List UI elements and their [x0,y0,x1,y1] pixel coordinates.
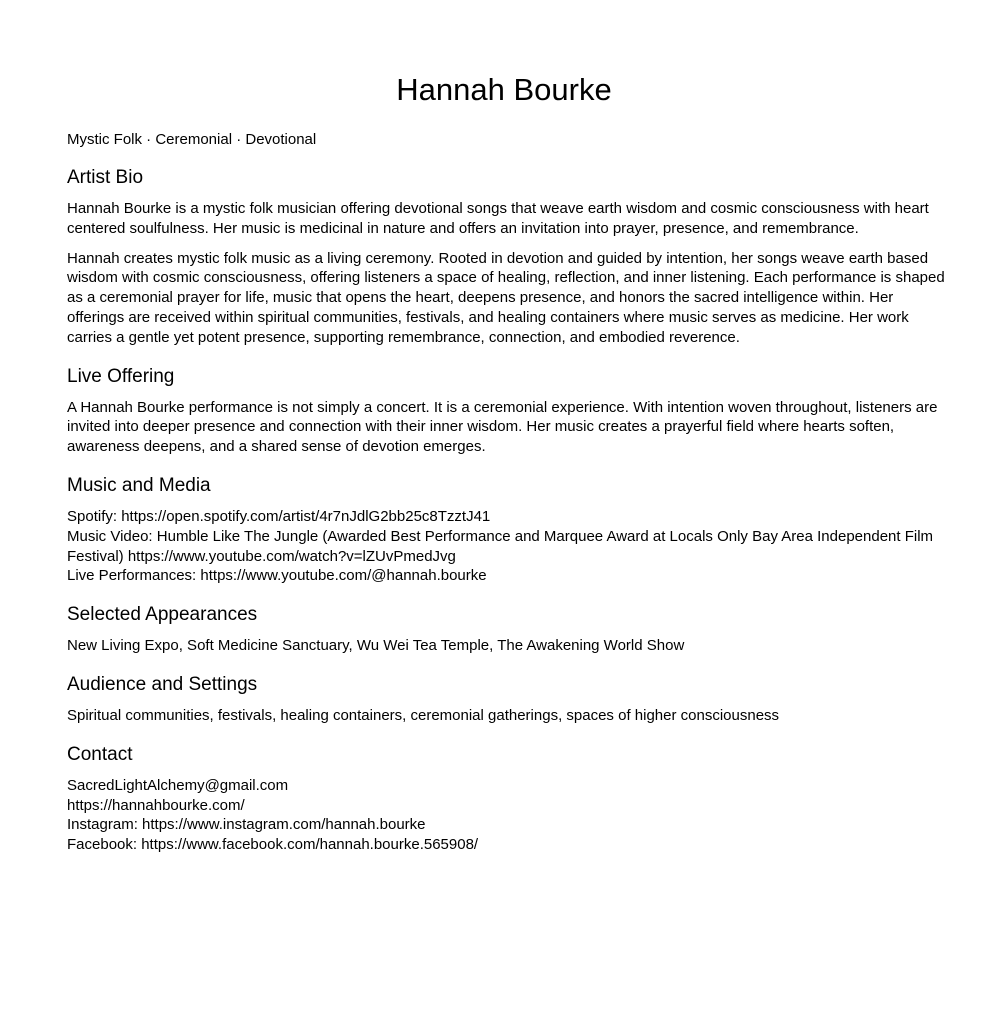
spotify-link[interactable]: Spotify: https://open.spotify.com/artist/4r7nJdlG2bb25c8TzztJ41 [67,507,491,525]
genre-tagline: Mystic Folk · Ceremonial · Devotional [67,131,317,148]
bio-paragraph: Hannah Bourke is a mystic folk musician offering devotional songs that weave earth wisdom and cosmic consciousness with heart centered soulfulness. Her music is medicinal in nature and offers an invitation into prayer, presence, and remembrance. [67,200,929,237]
music-media-section [67,475,945,586]
instagram-link[interactable]: Instagram: https://www.instagram.com/hannah.bourke [67,816,426,834]
contact-email[interactable]: SacredLightAlchemy@gmail.com [67,776,289,794]
music-video-link[interactable]: Music Video: Humble Like The Jungle (Awarded Best Performance and Marquee Award at Locals Only Bay Area Independent Film Festival) https://www.youtube.com/watch?v=lZUvPmedJvg [67,527,934,565]
section-heading: Artist Bio [67,167,144,188]
contact-section [67,744,945,855]
section-heading: Contact [67,743,133,765]
audience-text: Spiritual communities, festivals, healing containers, ceremonial gatherings, spaces of higher consciousness [67,706,780,724]
live-offering-text: A Hannah Bourke performance is not simply a concert. It is a ceremonial experience. With intention woven throughout, listeners are invited into deeper presence and connection with their inner wisdom. Her music creates a prayerful field where hearts soften, awareness deepens, and a shared sense of devotion emerges. [67,398,938,456]
appearances-section [67,604,945,656]
bio-paragraph: Hannah creates mystic folk music as a living ceremony. Rooted in devotion and guided by intention, her songs weave earth based wisdom with cosmic consciousness, offering listeners a space of healing, reflection, and inner listening. Each performance is shaped as a ceremonial prayer for life, music that opens the heart, deepens presence, and honors the sacred intelligence within. Her offerings are received within spiritual communities, festivals, and healing containers where music serves as medicine. Her work carries a gentle yet potent presence, supporting remembrance, connection, and embodied reverence. [67,249,945,346]
appearances-text: New Living Expo, Soft Medicine Sanctuary, Wu Wei Tea Temple, The Awakening World Show [67,637,685,655]
audience-section [67,674,945,726]
live-performances-link[interactable]: Live Performances: https://www.youtube.com/@hannah.bourke [67,567,487,585]
page-title: Hannah Bourke [396,72,612,107]
facebook-link[interactable]: Facebook: https://www.facebook.com/hannah.bourke.565908/ [67,836,479,854]
section-heading: Live Offering [67,365,175,387]
section-heading: Music and Media [67,474,211,496]
section-heading: Audience and Settings [67,673,258,695]
live-offering-section [67,366,945,457]
website-link[interactable]: https://hannahbourke.com/ [67,796,245,814]
section-heading: Selected Appearances [67,604,258,626]
artist-bio-section [67,167,945,348]
